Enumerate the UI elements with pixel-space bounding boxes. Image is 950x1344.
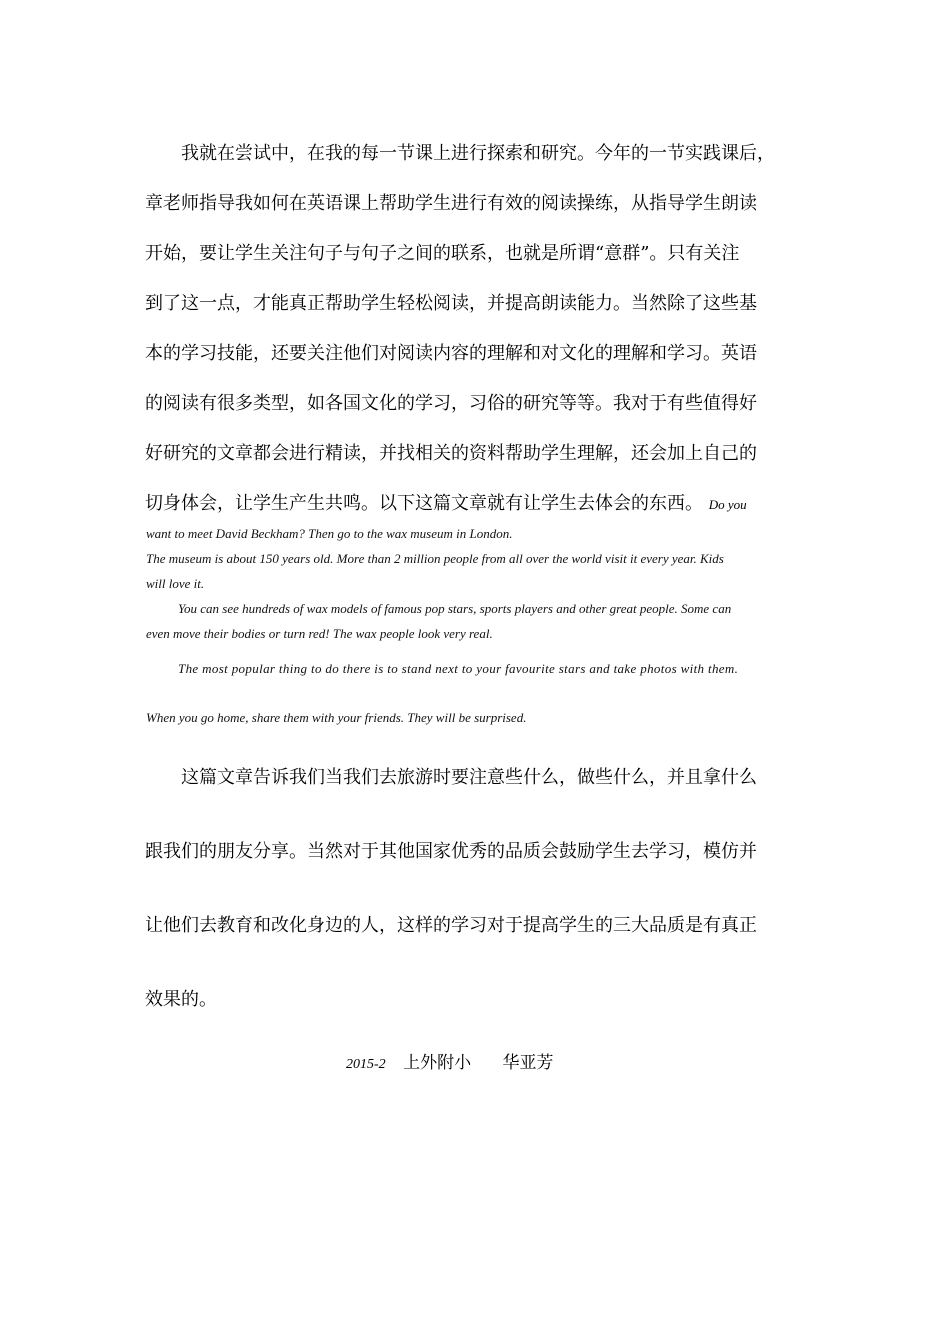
paragraph2-line1: 这篇文章告诉我们当我们去旅游时要注意些什么，做些什么，并且拿什么 — [181, 767, 757, 788]
signature-date: 2015-2 — [346, 1057, 386, 1072]
signature — [346, 1048, 553, 1073]
english-passage-line5: even move their bodies or turn red! The wax people look very real. — [146, 626, 493, 641]
english-passage-line1: want to meet David Beckham? Then go to the wax museum in London. — [146, 526, 513, 541]
signature-author: 华亚芳 — [502, 1053, 554, 1073]
english-passage-line6: The most popular thing to do there is to stand next to your favourite stars and take photos with them. — [178, 661, 739, 676]
paragraph1-line8-text: 切身体会，让学生产生共鸣。以下这篇文章就有让学生去体会的东西。 — [145, 493, 703, 514]
paragraph1-line8-english: Do you — [708, 497, 747, 512]
paragraph2-line4: 效果的。 — [145, 989, 217, 1010]
paragraph1-line1: 我就在尝试中，在我的每一节课上进行探索和研究。今年的一节实践课后， — [181, 143, 775, 164]
paragraph1-line2: 章老师指导我如何在英语课上帮助学生进行有效的阅读操练，从指导学生朗读 — [145, 193, 757, 214]
paragraph1-line5: 本的学习技能，还要关注他们对阅读内容的理解和对文化的理解和学习。英语 — [145, 343, 757, 364]
english-passage-line7: When you go home, share them with your friends. They will be surprised. — [146, 710, 527, 725]
english-passage-line4: You can see hundreds of wax models of famous pop stars, sports players and other great people. Some can — [178, 601, 732, 616]
paragraph2-line2: 跟我们的朋友分享。当然对于其他国家优秀的品质会鼓励学生去学习，模仿并 — [145, 841, 757, 862]
paragraph1-line7: 好研究的文章都会进行精读，并找相关的资料帮助学生理解，还会加上自己的 — [145, 443, 757, 464]
english-passage-line2: The museum is about 150 years old. More than 2 million people from all over the world visit it every year. Kids — [146, 551, 724, 566]
english-passage-line3: will love it. — [146, 576, 205, 591]
paragraph1-line6: 的阅读有很多类型，如各国文化的学习，习俗的研究等等。我对于有些值得好 — [145, 393, 757, 414]
signature-school: 上外附小 — [403, 1053, 472, 1073]
paragraph1-line8 — [145, 489, 810, 515]
paragraph1-line3: 开始，要让学生关注句子与句子之间的联系，也就是所谓“意群”。只有关注 — [145, 243, 740, 264]
paragraph1-line4: 到了这一点，才能真正帮助学生轻松阅读，并提高朗读能力。当然除了这些基 — [145, 293, 757, 314]
paragraph2-line3: 让他们去教育和改化身边的人，这样的学习对于提高学生的三大品质是有真正 — [145, 915, 757, 936]
